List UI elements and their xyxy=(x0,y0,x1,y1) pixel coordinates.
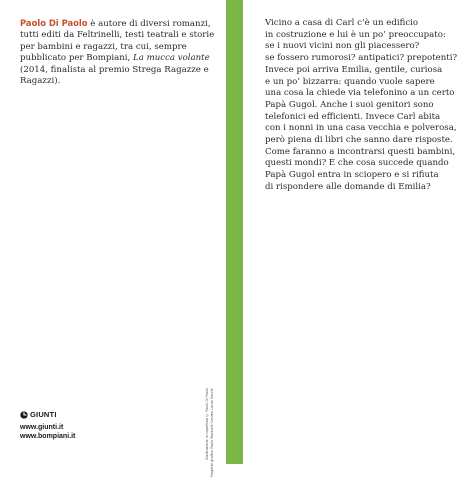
publisher-block xyxy=(20,410,75,441)
synopsis-line: Papà Gugol entra in sciopero e si rifiuta xyxy=(265,170,439,181)
green-spine xyxy=(226,0,243,464)
synopsis-line: Invece poi arriva Emilia, gentile, curiosa xyxy=(265,64,443,75)
bio-text: è autore di diversi romanzi, tutti editi da Feltrinelli, testi teatrali e storie per bambini e ragazzi, tra cui, sempre pubblicato per Bompiani, xyxy=(20,19,215,64)
synopsis-line: se fossero rumorosi? antipatici? prepotenti? xyxy=(265,53,458,64)
synopsis-line: questi mondi? E che cosa succede quando xyxy=(265,158,449,169)
synopsis-line: Papà Gugol. Anche i suoi genitori sono xyxy=(265,99,434,110)
bio-text-end: (2014, finalista al premio Strega Ragazze e Ragazzi). xyxy=(20,64,209,87)
logo-text: GIUNTI xyxy=(30,410,57,419)
synopsis-line: Come faranno a incontrarsi questi bambini, xyxy=(265,146,456,157)
giunti-logo xyxy=(20,410,75,419)
synopsis-line: e un po’ bizzarra: quando vuole sapere xyxy=(265,76,435,87)
credit-design: Progetto grafico Paolo Marinelli Cosimo Lucas Sacchi xyxy=(210,388,214,477)
website-bompiani: www.bompiani.it xyxy=(20,433,76,440)
synopsis-line: però piena di libri che sanno dare risposte. xyxy=(265,135,453,146)
synopsis-line: una cosa la chiede via telefonino a un certo xyxy=(265,88,455,99)
author-name: Paolo Di Paolo xyxy=(20,18,88,28)
back-cover-right xyxy=(243,0,464,464)
cover-credits xyxy=(203,388,221,477)
synopsis-line: di rispondere alle domande di Emilia? xyxy=(265,181,431,192)
back-cover-left xyxy=(0,0,226,477)
giunti-logo-icon xyxy=(20,411,28,419)
website-giunti: www.giunti.it xyxy=(20,424,64,431)
synopsis-line: Vicino a casa di Carl c’è un edificio xyxy=(265,18,419,28)
synopsis-line: telefonici ed efficienti. Invece Carl abita xyxy=(265,111,441,122)
book-title: La mucca volante xyxy=(133,53,210,64)
author-bio xyxy=(20,18,220,87)
synopsis-line: con i nonni in una casa vecchia e polverosa, xyxy=(265,123,457,134)
synopsis xyxy=(265,18,461,194)
synopsis-line: se i nuovi vicini non gli piacessero? xyxy=(265,41,420,52)
synopsis-line: in costruzione e lui è un po’ preoccupato: xyxy=(265,29,446,40)
credit-illustration: Illustrazione in copertina © Paolo Di Paolo xyxy=(205,388,209,460)
